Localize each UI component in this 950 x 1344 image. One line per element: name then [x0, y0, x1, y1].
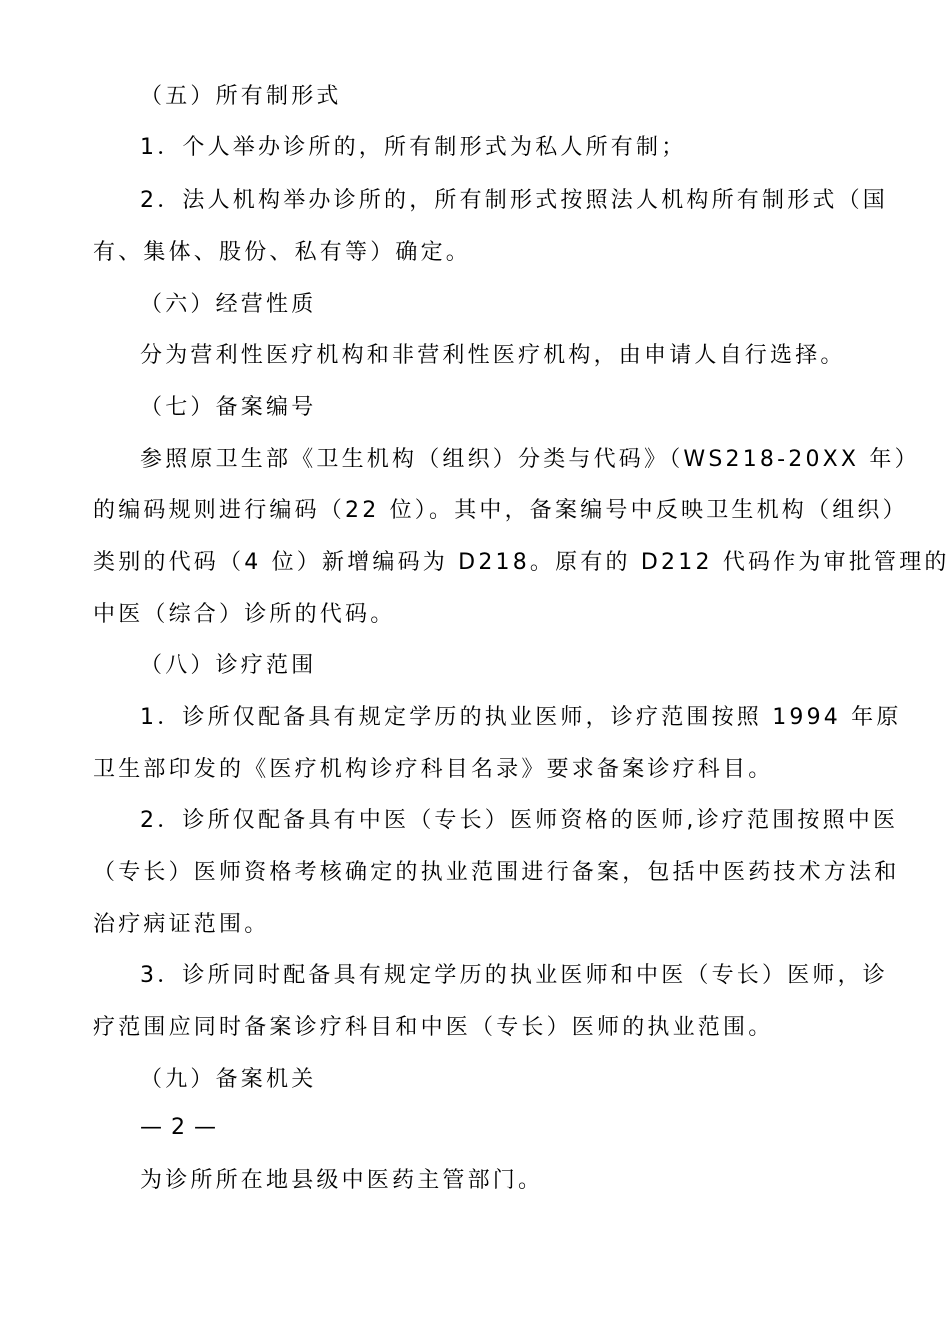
section-heading-filing-number: （七）备案编号: [140, 395, 317, 420]
paragraph-line: 2．法人机构举办诊所的，所有制形式按照法人机构所有制形式（国: [140, 188, 888, 213]
paragraph-line: 治疗病证范围。: [93, 912, 270, 937]
paragraph-line: 有、集体、股份、私有等）确定。: [93, 240, 472, 265]
section-heading-filing-authority: （九）备案机关: [140, 1067, 317, 1092]
paragraph-line: 中医（综合）诊所的代码。: [93, 602, 396, 627]
paragraph-line: 疗范围应同时备案诊疗科目和中医（专长）医师的执业范围。: [93, 1015, 774, 1040]
paragraph-line: 1．个人举办诊所的，所有制形式为私人所有制；: [140, 135, 687, 160]
paragraph-line: 2．诊所仅配备具有中医（专长）医师资格的医师,诊疗范围按照中医: [140, 808, 899, 833]
section-heading-ownership: （五）所有制形式: [140, 84, 342, 109]
paragraph-line: 为诊所所在地县级中医药主管部门。: [140, 1168, 544, 1193]
paragraph-line: 类别的代码（4 位）新增编码为 D218。原有的 D212 代码作为审批管理的: [93, 550, 950, 575]
page-number: — 2 —: [140, 1115, 217, 1140]
paragraph-line: （专长）医师资格考核确定的执业范围进行备案，包括中医药技术方法和: [93, 860, 900, 885]
paragraph-line: 卫生部印发的《医疗机构诊疗科目名录》要求备案诊疗科目。: [93, 757, 774, 782]
paragraph-line: 的编码规则进行编码（22 位）。其中，备案编号中反映卫生机构（组织）: [93, 498, 908, 523]
paragraph-line: 分为营利性医疗机构和非营利性医疗机构，由申请人自行选择。: [140, 343, 846, 368]
paragraph-line: 3．诊所同时配备具有规定学历的执业医师和中医（专长）医师，诊: [140, 963, 888, 988]
paragraph-line: 1．诊所仅配备具有规定学历的执业医师，诊疗范围按照 1994 年原: [140, 705, 902, 730]
section-heading-business-nature: （六）经营性质: [140, 292, 317, 317]
paragraph-line: 参照原卫生部《卫生机构（组织）分类与代码》（WS218-20XX 年）: [140, 447, 920, 472]
section-heading-scope: （八）诊疗范围: [140, 653, 317, 678]
